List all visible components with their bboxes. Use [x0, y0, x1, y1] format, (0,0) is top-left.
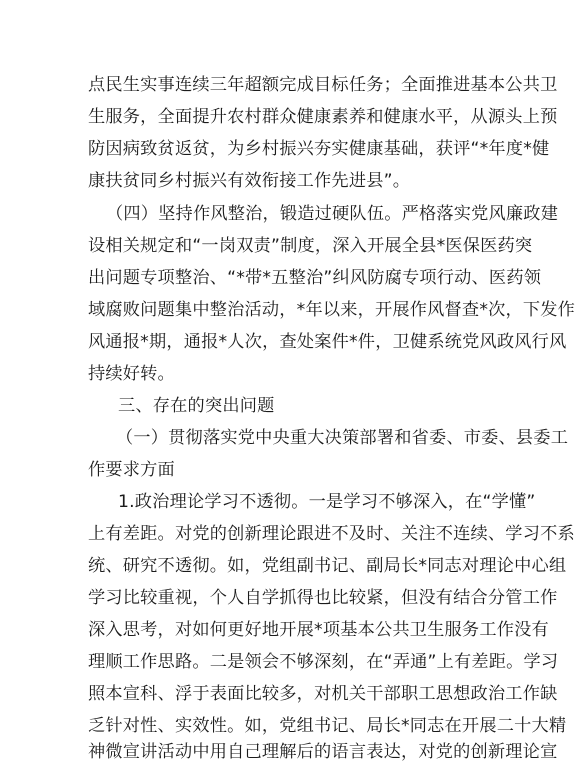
text-line: 域腐败问题集中整治活动，*年以来，开展作风督查*次，下发作	[88, 300, 576, 320]
text-line: 出问题专项整治、“*带*五整治”纠风防腐专项行动、医药领	[88, 268, 542, 288]
text-line: 上有差距。对党的创新理论跟进不及时、关注不连续、学习不系	[88, 524, 575, 544]
text-line: 1.政治理论学习不透彻。一是学习不够深入，在“学懂”	[118, 492, 536, 512]
text-line: 持续好转。	[88, 364, 175, 384]
subsection-heading: （一）贯彻落实党中央重大决策部署和省委、市委、县委工	[116, 428, 569, 448]
text-line: 照本宣科、浮于表面比较多，对机关干部职工思想政治工作缺	[88, 684, 558, 704]
text-line: 设相关规定和“一岗双责”制度，深入开展全县*医保医药突	[88, 236, 533, 256]
text-line: 理顺工作思路。二是领会不够深刻，在“弄通”上有差距。学习	[88, 652, 559, 672]
text-line: （四）坚持作风整治，锻造过硬队伍。严格落实党风廉政建	[106, 204, 559, 224]
text-line: 神微宣讲活动中用自己理解后的语言表达，对党的创新理论宣	[88, 742, 558, 762]
section-heading: 三、存在的突出问题	[118, 396, 275, 416]
text-line: 生服务，全面提升农村群众健康素养和健康水平，从源头上预	[88, 107, 558, 127]
subsection-heading: 作要求方面	[88, 460, 175, 480]
text-line: 统、研究不透彻。如，党组副书记、副局长*同志对理论中心组	[88, 556, 567, 576]
text-line: 康扶贫同乡村振兴有效衔接工作先进县”。	[88, 171, 411, 191]
text-line: 学习比较重视，个人自学抓得也比较紧，但没有结合分管工作	[88, 588, 558, 608]
text-line: 乏针对性、实效性。如，党组书记、局长*同志在开展二十大精	[88, 716, 567, 736]
text-line: 风通报*期，通报*人次，查处案件*件，卫健系统党风政风行风	[88, 332, 567, 352]
text-line: 防因病致贫返贫，为乡村振兴夯实健康基础，获评“*年度*健	[88, 139, 550, 159]
text-line: 点民生实事连续三年超额完成目标任务；全面推进基本公共卫	[88, 75, 558, 95]
text-line: 深入思考，对如何更好地开展*项基本公共卫生服务工作没有	[88, 620, 549, 640]
